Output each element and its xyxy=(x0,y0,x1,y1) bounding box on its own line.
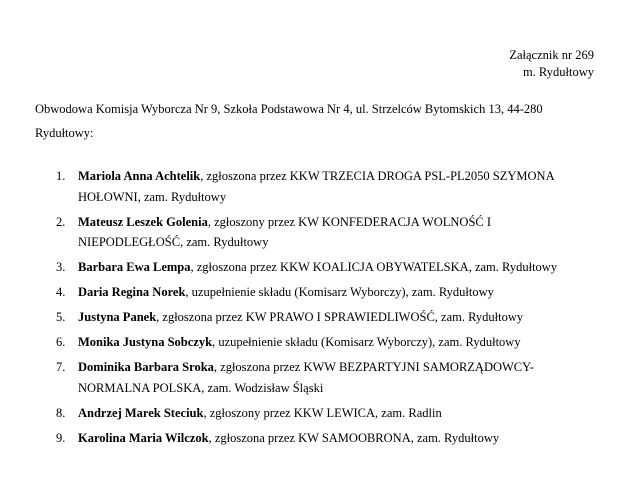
member-name: Justyna Panek xyxy=(78,310,157,324)
list-item xyxy=(53,403,598,428)
member-details: , zgłoszona przez KW SAMOOBRONA, zam. Rydułtowy xyxy=(208,430,500,445)
item-number: 6. xyxy=(56,335,66,349)
list-item xyxy=(53,257,598,282)
member-details: , zgłoszona przez KKW TRZECIA DROGA PSL-PL2050 SZYMONA HOŁOWNI, zam. Rydułtowy xyxy=(78,169,554,204)
list-item xyxy=(53,357,598,403)
member-name: Dominika Barbara Sroka xyxy=(78,360,214,374)
member-details: , uzupełnienie składu (Komisarz Wyborczy), zam. Rydułtowy xyxy=(185,285,494,299)
member-list xyxy=(53,166,598,453)
member-name: Daria Regina Norek xyxy=(78,285,186,299)
member-details: , zgłoszony przez KKW LEWICA, zam. Radlin xyxy=(203,405,442,420)
item-number: 8. xyxy=(56,405,66,420)
list-item xyxy=(53,282,598,307)
member-details: , zgłoszona przez KKW KOALICJA OBYWATELSKA, zam. Rydułtowy xyxy=(190,260,558,274)
member-name: Karolina Maria Wilczok xyxy=(78,430,209,445)
commission-description: Obwodowa Komisja Wyborcza Nr 9, Szkoła Podstawowa Nr 4, ul. Strzelców Bytomskich 13, 44-280 Rydułtowy: xyxy=(35,102,543,140)
annex-town: m. Rydułtowy xyxy=(522,65,594,79)
item-number: 1. xyxy=(56,169,66,183)
item-number: 5. xyxy=(56,310,66,324)
member-details: , zgłoszona przez KW PRAWO I SPRAWIEDLIWOŚĆ, zam. Rydułtowy xyxy=(156,310,524,324)
list-item xyxy=(53,307,598,332)
member-name: Mariola Anna Achtelik xyxy=(78,169,201,183)
item-number: 7. xyxy=(56,360,66,374)
list-item xyxy=(53,212,598,258)
member-name: Mateusz Leszek Golenia xyxy=(78,214,208,229)
item-number: 9. xyxy=(56,430,66,445)
annex-number: Załącznik nr 269 xyxy=(509,48,594,62)
list-item xyxy=(53,166,598,212)
member-details: , zgłoszony przez KW KONFEDERACJA WOLNOŚĆ I NIEPODLEGŁOŚĆ, zam. Rydułtowy xyxy=(78,214,492,249)
member-details: , uzupełnienie składu (Komisarz Wyborczy), zam. Rydułtowy xyxy=(212,335,521,349)
member-name: Monika Justyna Sobczyk xyxy=(78,335,213,349)
item-number: 3. xyxy=(56,260,66,274)
list-item xyxy=(53,428,598,453)
annex-header xyxy=(509,47,594,81)
member-details: , zgłoszona przez KWW BEZPARTYJNI SAMORZĄDOWCY-NORMALNA POLSKA, zam. Wodzisław Śląski xyxy=(78,360,534,395)
item-number: 4. xyxy=(56,285,66,299)
item-number: 2. xyxy=(56,214,66,229)
list-item xyxy=(53,332,598,357)
member-name: Andrzej Marek Steciuk xyxy=(78,405,204,420)
member-name: Barbara Ewa Lempa xyxy=(78,260,191,274)
